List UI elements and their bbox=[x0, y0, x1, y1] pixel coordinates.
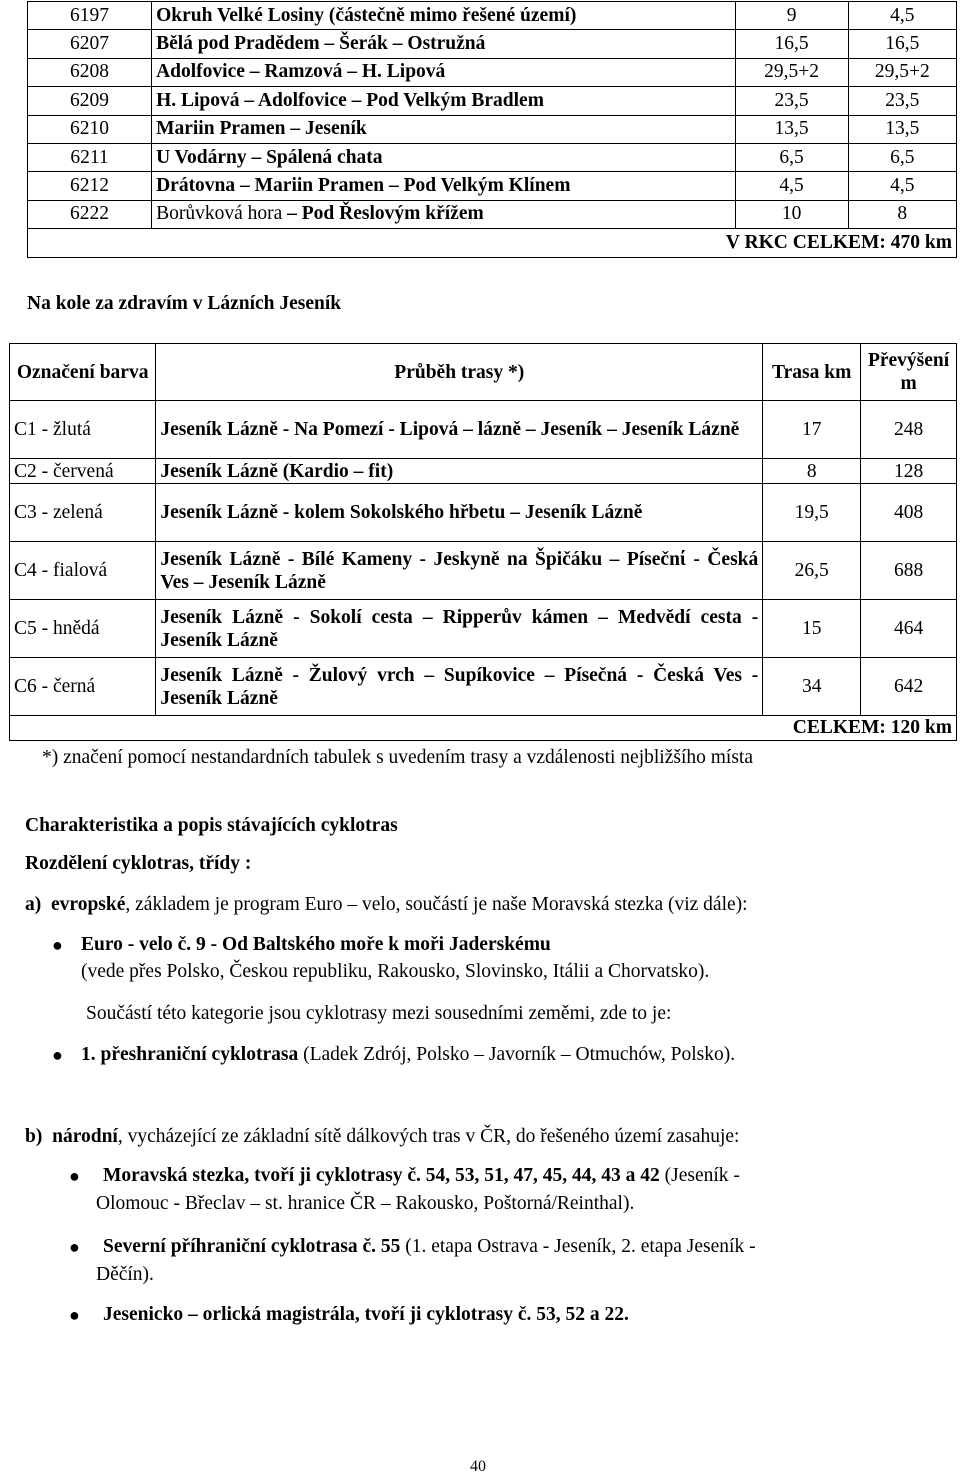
table-header-row bbox=[10, 344, 957, 401]
route-length: 16,5 bbox=[735, 30, 848, 58]
orlicka-magistrala: Jesenicko – orlická magistrála, tvoří ji cyklotrasy č. 53, 52 a 22. bbox=[103, 1304, 629, 1325]
northern-route-title: Severní příhraniční cyklotrasa č. 55 bbox=[103, 1236, 401, 1257]
route-length: 4,5 bbox=[735, 172, 848, 200]
table-row bbox=[10, 542, 957, 600]
route-name: Okruh Velké Losiny (částečně mimo řešené území) bbox=[152, 2, 736, 30]
route-length: 23,5 bbox=[735, 87, 848, 115]
class-b-desc: , vycházející ze základní sítě dálkových tras v ČR, do řešeného území zasahuje: bbox=[117, 1126, 740, 1147]
route-km: 17 bbox=[763, 401, 861, 459]
bullet-icon: ● bbox=[52, 1045, 63, 1065]
northern-route-desc: (1. etapa Ostrava - Jeseník, 2. etapa Jeseník - bbox=[400, 1236, 756, 1257]
route-length: 10 bbox=[735, 200, 848, 228]
bullet-icon: ● bbox=[69, 1237, 80, 1257]
route-elevation: 642 bbox=[861, 658, 957, 716]
route-name: H. Lipová – Adolfovice – Pod Velkým Bradlem bbox=[152, 87, 736, 115]
route-code: C6 - černá bbox=[10, 658, 156, 716]
route-description: Jeseník Lázně - Žulový vrch – Supíkovice – Písečná - Česká Ves - Jeseník Lázně bbox=[156, 658, 763, 716]
heading-characteristics: Charakteristika a popis stávajících cyklotras bbox=[25, 815, 398, 836]
moravian-trail-desc: (Jeseník - bbox=[659, 1165, 740, 1186]
route-description: Jeseník Lázně - Sokolí cesta – Ripperův kámen – Medvědí cesta - Jeseník Lázně bbox=[156, 600, 763, 658]
table-row bbox=[28, 200, 957, 228]
route-description: Jeseník Lázně - Na Pomezí - Lipová – lázně – Jeseník – Jeseník Lázně bbox=[156, 401, 763, 459]
route-code: C2 - červená bbox=[10, 459, 156, 484]
route-number: 6210 bbox=[28, 115, 152, 143]
table-row bbox=[28, 143, 957, 171]
northern-route bbox=[103, 1236, 756, 1258]
total-cell: V RKC CELKEM: 470 km bbox=[28, 229, 957, 257]
route-code: C1 - žlutá bbox=[10, 401, 156, 459]
route-name: Drátovna – Mariin Pramen – Pod Velkým Klínem bbox=[152, 172, 736, 200]
route-elevation: 408 bbox=[861, 484, 957, 542]
route-number: 6197 bbox=[28, 2, 152, 30]
route-length-area: 16,5 bbox=[848, 30, 956, 58]
route-name: Bělá pod Pradědem – Šerák – Ostružná bbox=[152, 30, 736, 58]
route-km: 8 bbox=[763, 459, 861, 484]
crossborder-route bbox=[81, 1044, 735, 1066]
route-km: 15 bbox=[763, 600, 861, 658]
route-elevation: 688 bbox=[861, 542, 957, 600]
table-row bbox=[28, 115, 957, 143]
route-number: 6222 bbox=[28, 200, 152, 228]
category-note: Součástí této kategorie jsou cyklotrasy mezi sousedními zeměmi, zde to je: bbox=[86, 1003, 672, 1024]
route-name-end: – Pod Řeslovým křížem bbox=[282, 203, 484, 225]
route-number: 6207 bbox=[28, 30, 152, 58]
table-total-row bbox=[28, 229, 957, 257]
route-name bbox=[152, 200, 736, 228]
route-length-area: 13,5 bbox=[848, 115, 956, 143]
route-length: 9 bbox=[735, 2, 848, 30]
class-a-desc: , základem je program Euro – velo, součástí je naše Moravská stezka (viz dále): bbox=[125, 894, 748, 915]
table-row bbox=[28, 58, 957, 86]
table-row bbox=[10, 459, 957, 484]
class-b-name: národní bbox=[52, 1126, 118, 1147]
class-a-name: evropské bbox=[51, 894, 126, 915]
header-code: Označení barva bbox=[10, 344, 156, 401]
table-row bbox=[10, 401, 957, 459]
route-number: 6208 bbox=[28, 58, 152, 86]
crossborder-desc: (Ladek Zdrój, Polsko – Javorník – Otmuchów, Polsko). bbox=[298, 1044, 736, 1065]
route-code: C5 - hnědá bbox=[10, 600, 156, 658]
class-b-label: b) bbox=[25, 1126, 43, 1147]
route-table-rkc bbox=[27, 1, 957, 258]
route-description: Jeseník Lázně - kolem Sokolského hřbetu – Jeseník Lázně bbox=[156, 484, 763, 542]
route-km: 26,5 bbox=[763, 542, 861, 600]
class-b-line bbox=[25, 1126, 739, 1148]
bullet-icon: ● bbox=[69, 1166, 80, 1186]
table-row bbox=[28, 172, 957, 200]
table-row bbox=[28, 87, 957, 115]
route-km: 19,5 bbox=[763, 484, 861, 542]
route-km: 34 bbox=[763, 658, 861, 716]
route-number: 6209 bbox=[28, 87, 152, 115]
footnote: *) značení pomocí nestandardních tabulek s uvedením trasy a vzdálenosti nejbližšího místa bbox=[42, 747, 753, 768]
route-name: Adolfovice – Ramzová – H. Lipová bbox=[152, 58, 736, 86]
eurovelo-title: Euro - velo č. 9 - Od Baltského moře k moři Jaderskému bbox=[81, 934, 551, 955]
route-length-area: 29,5+2 bbox=[848, 58, 956, 86]
route-length-area: 8 bbox=[848, 200, 956, 228]
route-length: 6,5 bbox=[735, 143, 848, 171]
bullet-icon: ● bbox=[52, 935, 63, 955]
route-length: 29,5+2 bbox=[735, 58, 848, 86]
table-row bbox=[10, 600, 957, 658]
eurovelo-desc: (vede přes Polsko, Českou republiku, Rakousko, Slovinsko, Itálii a Chorvatsko). bbox=[81, 961, 710, 982]
route-elevation: 248 bbox=[861, 401, 957, 459]
section-title: Na kole za zdravím v Lázních Jeseník bbox=[27, 293, 342, 314]
table-row bbox=[10, 484, 957, 542]
header-km: Trasa km bbox=[763, 344, 861, 401]
bullet-icon: ● bbox=[69, 1305, 80, 1325]
header-route: Průběh trasy *) bbox=[156, 344, 763, 401]
table-row bbox=[28, 2, 957, 30]
route-name: Mariin Pramen – Jeseník bbox=[152, 115, 736, 143]
route-code: C4 - fialová bbox=[10, 542, 156, 600]
table-total-row bbox=[10, 716, 957, 741]
route-number: 6212 bbox=[28, 172, 152, 200]
total-cell: CELKEM: 120 km bbox=[10, 716, 957, 741]
crossborder-title: 1. přeshraniční cyklotrasa bbox=[81, 1044, 299, 1065]
class-a-label: a) bbox=[25, 894, 42, 915]
heading-classes: Rozdělení cyklotras, třídy : bbox=[25, 853, 252, 874]
page-number: 40 bbox=[470, 1458, 486, 1475]
route-length-area: 4,5 bbox=[848, 2, 956, 30]
route-description: Jeseník Lázně - Bílé Kameny - Jeskyně na Špičáku – Písečnί - Česká Ves – Jeseník Lázně bbox=[156, 542, 763, 600]
route-name-start: Borůvková hora bbox=[156, 203, 283, 225]
header-elevation: Převýšení m bbox=[861, 344, 957, 401]
moravian-trail-desc-2: Olomouc - Břeclav – st. hranice ČR – Rakousko, Poštorná/Reinthal). bbox=[96, 1193, 635, 1214]
table-row bbox=[10, 658, 957, 716]
northern-route-desc-2: Děčín). bbox=[96, 1264, 154, 1285]
route-length-area: 4,5 bbox=[848, 172, 956, 200]
moravian-trail bbox=[103, 1165, 740, 1187]
route-length-area: 6,5 bbox=[848, 143, 956, 171]
route-length-area: 23,5 bbox=[848, 87, 956, 115]
route-name: U Vodárny – Spálená chata bbox=[152, 143, 736, 171]
class-a-line bbox=[25, 894, 748, 916]
moravian-trail-title: Moravská stezka, tvoří ji cyklotrasy č. 54, 53, 51, 47, 45, 44, 43 a 42 bbox=[103, 1165, 660, 1186]
route-code: C3 - zelená bbox=[10, 484, 156, 542]
table-row bbox=[28, 30, 957, 58]
route-description: Jeseník Lázně (Kardio – fit) bbox=[156, 459, 763, 484]
route-length: 13,5 bbox=[735, 115, 848, 143]
route-elevation: 464 bbox=[861, 600, 957, 658]
route-elevation: 128 bbox=[861, 459, 957, 484]
route-number: 6211 bbox=[28, 143, 152, 171]
spa-routes-table bbox=[9, 343, 957, 741]
